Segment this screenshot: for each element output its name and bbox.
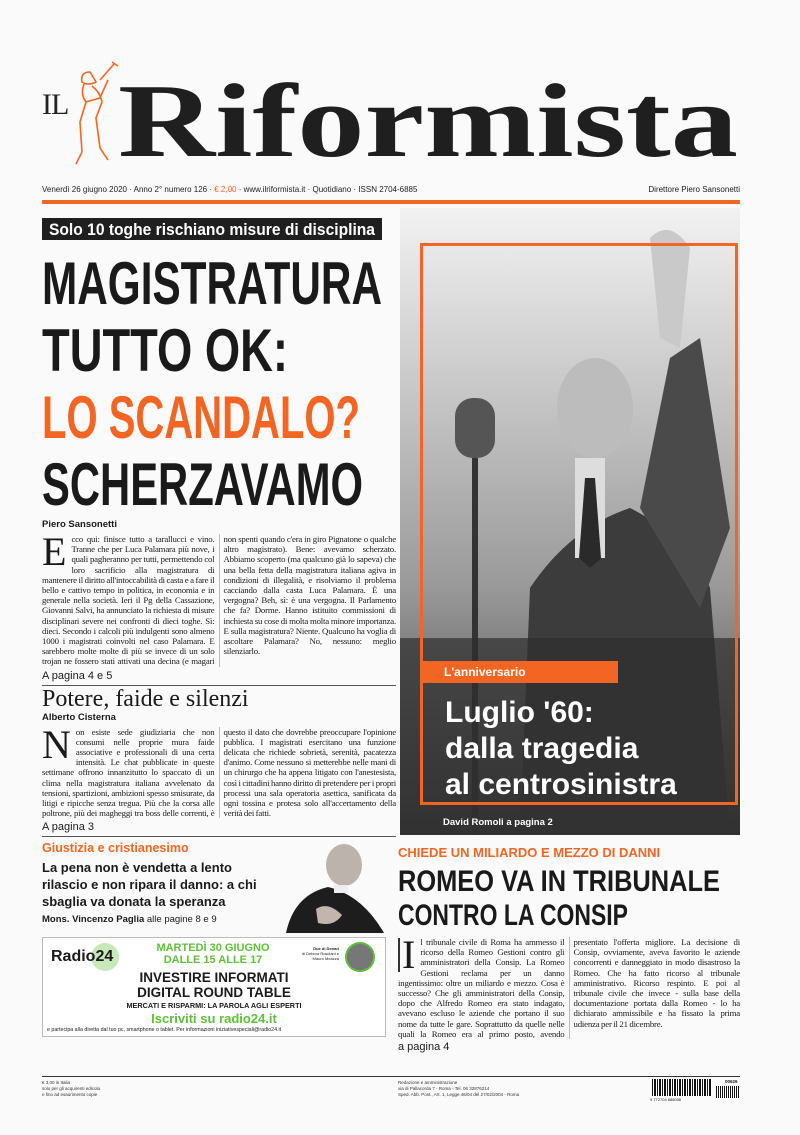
website-link[interactable]: www.ilriformista.it bbox=[243, 185, 306, 194]
ad-note: e partecipa alla diretta dal tuo pc, smartphone o tablet. Per informazioni iniziativespeciali@radio24.it bbox=[47, 1027, 282, 1034]
lead-headline-2[interactable]: TUTTO OK: bbox=[42, 317, 288, 384]
romeo-headline-2[interactable]: CONTRO LA CONSIP bbox=[398, 899, 628, 932]
lead-kicker bbox=[42, 218, 382, 240]
frequency: Quotidiano bbox=[312, 185, 352, 194]
radio24-ad[interactable] bbox=[42, 937, 386, 1037]
masthead-prefix: IL bbox=[42, 88, 69, 121]
ad-show: Due di Denari di Debora Rosciani e Mauro Meazza bbox=[301, 946, 339, 962]
orange-rule bbox=[42, 200, 740, 204]
info-line: Venerdì 26 giugno 2020 · Anno 2° numero 126 · € 2,00 · www.ilriformista.it · Quotidiano · ISSN 2704-6885 bbox=[42, 185, 418, 194]
hosts-photo bbox=[345, 942, 375, 972]
barcode-number: 9 772704 688006 bbox=[650, 1097, 682, 1102]
second-headline[interactable]: Potere, faide e silenzi bbox=[42, 685, 249, 712]
issue: Anno 2° numero 126 bbox=[133, 185, 208, 194]
masthead-title: Riformista bbox=[118, 62, 738, 179]
romeo-headline[interactable] bbox=[398, 863, 728, 933]
lead-body: Ecco qui: finisce tutto a tarallucci e vino. Tranne che per Luca Palamara più nove, i quali pagheranno per tutti, permettendo col loro sacrificio alla magistratura di mantenere il diritto all'intoccabilità di casta e a fare il bello e cattivo tempo in politica, in economia e in generale nella società. Ieri il Pg della Cassazione, Giovanni Salvi, ha annunciato la richiesta di misure disciplinari severe nei confronti di dieci toghe. Sì: dieci. Secondo i calcoli più indulgenti sono almeno 1000 i magistrati coinvolti nel caso Palamara. E sarebbero molte molte di più se invece di un solo trojan ne fossero stati attivati una decina (e magari non spenti quando c'era in giro Pignatone o qualche altro magistrato). Bene: avevamo scherzato. Abbiamo scoperto (ma qualcuno già lo sapeva) che una bella fetta della magistratura italiana agiva in condizioni di illegalità, e risolviamo il problema cacciando dalla casta Luca Palamara. È una vergogna? Beh, sì: è una vergogna. Il Parlamento che fa? Dorme. Hanno istituito commissioni di inchiesta su cose di molta molta minore importanza. E sulla magistratura? Niente. Qualcuno ha voglia di ascoltare Palamara? No, nessuno: meglio silenziarlo. bbox=[42, 529, 396, 667]
lead-author: Piero Sansonetti bbox=[42, 519, 117, 530]
price: € 2,00 bbox=[214, 185, 237, 194]
ad-cta[interactable]: Iscriviti su radio24.it bbox=[151, 1011, 277, 1027]
issn: ISSN 2704-6885 bbox=[358, 185, 418, 194]
priest-photo bbox=[282, 841, 386, 933]
director: Direttore Piero Sansonetti bbox=[648, 185, 740, 194]
lead-page-link[interactable]: A pagina 4 e 5 bbox=[42, 669, 113, 682]
romeo-body: I l tribunale civile di Roma ha ammesso il ricorso della Romeo Gestioni contro gli amministratori della Consip. La Romeo Gestioni reclama per un danno ingentissimo: oltre un miliardo e mezzo. Cosa è successo? Che gli amministratori della Consip, dopo che Alfredo Romeo era stato indagato, avevano escluso le aziende che portano il suo nome da tutte le gare. Soprattutto da quelle nelle quali la Romeo era al primo posto, avendo presentato l'offerta migliore. La decisione di Consip, ovviamente, aveva favorito le aziende concorrenti e danneggiato in modo disastroso la Romeo. Che ha fatto ricorso al tribunale amministrativo. Ricorso respinto. E poi al tribunale civile che invece - sulla base della documentazione portata dalla Romeo - lo ha dichiarato ammissibile e ha fissato la prima udienza per il 21 dicembre. bbox=[398, 932, 740, 1039]
paglia-block bbox=[42, 841, 396, 933]
lead-headline-4[interactable]: SCHERZAVAMO bbox=[42, 451, 363, 518]
second-page-link[interactable]: A pagina 3 bbox=[42, 821, 94, 834]
feature-label: L'anniversario bbox=[420, 661, 618, 683]
issue-barcode bbox=[716, 1086, 740, 1098]
date: Venerdì 26 giugno 2020 bbox=[42, 185, 127, 194]
masthead bbox=[118, 62, 743, 180]
second-body: Non esiste sede giudiziaria che non consumi nelle proprie mura faide associative e professionali di una certa intensità. Le chat pubblicate in queste settimane offrono innanzitutto lo spaccato di un clima nella magistratura italiana avvelenato da tensioni, spartizioni, ambizioni spesso smisurate, da litigi e ripicche senza tregua. Più che la corsa alle poltrone, più dei magheggi tra boss delle correnti, è questo il dato che dovrebbe preoccupare l'opinione pubblica. I magistrati esercitano una funzione delicata che richiede sobrietà, serenità, pacatezza d'animo. Come nessuno si metterebbe nelle mani di un chirurgo che ha appena litigato con l'anestesista, così i cittadini hanno diritto di pretendere per i propri processi una sala operatoria asettica, sanificata da ogni tossina e protesa solo all'accertamento della verità dei fatti. bbox=[42, 721, 396, 819]
paglia-credit: Mons. Vincenzo Paglia alle pagine 8 e 9 bbox=[42, 914, 217, 926]
romeo-kicker: CHIEDE UN MILIARDO E MEZZO DI DANNI bbox=[398, 845, 661, 860]
left-column bbox=[42, 519, 396, 1037]
trumpeter-logo-icon bbox=[62, 58, 118, 168]
second-author: Alberto Cisterna bbox=[42, 711, 116, 723]
feature-headline[interactable]: Luglio '60: dalla tragedia al centrosinistra bbox=[445, 696, 677, 801]
romeo-headline-1[interactable]: ROMEO VA IN TRIBUNALE bbox=[398, 865, 720, 898]
lead-headline-3[interactable]: LO SCANDALO? bbox=[42, 384, 360, 451]
barcode bbox=[652, 1079, 712, 1096]
ad-title: INVESTIRE INFORMATI DIGITAL ROUND TABLE bbox=[137, 970, 291, 1001]
right-column bbox=[398, 845, 740, 1054]
romeo-page-link[interactable]: a pagina 4 bbox=[398, 1041, 450, 1054]
footer-price-note: € 3,00 in Italia solo per gli acquirenti edicola e fino ad esaurimento copie bbox=[42, 1080, 101, 1097]
lead-headline-1[interactable]: MAGISTRATURA bbox=[42, 250, 382, 317]
radio24-logo: Radio24 bbox=[51, 948, 114, 966]
svg-text:Solo 10 toghe rischiano misure: Solo 10 toghe rischiano misure di disciplina bbox=[49, 220, 376, 239]
ad-date: MARTEDÌ 30 GIUGNO DALLE 15 ALLE 17 bbox=[156, 942, 270, 967]
feature-credit[interactable]: David Romoli a pagina 2 bbox=[443, 817, 553, 828]
issue-code: 00626 bbox=[725, 1079, 738, 1084]
paglia-headline[interactable]: La pena non è vendetta a lento rilascio e non ripara il danno: a chi sbaglia va donata la speranza bbox=[42, 860, 257, 910]
divider bbox=[42, 836, 396, 837]
paglia-kicker: Giustizia e cristianesimo bbox=[42, 841, 189, 856]
footer-address: Redazione e amministrazione via di Pallacorda 7 - Roma - Tel. 06 32876214 Sped. Abb. Post., Art. 1, Legge 46/04 del 27/02/2004 - Roma bbox=[398, 1080, 520, 1097]
ad-subtitle: MERCATI E RISPARMI: LA PAROLA AGLI ESPERTI bbox=[126, 1001, 302, 1011]
lead-headline[interactable] bbox=[42, 250, 387, 518]
footer-rule bbox=[42, 1076, 740, 1077]
